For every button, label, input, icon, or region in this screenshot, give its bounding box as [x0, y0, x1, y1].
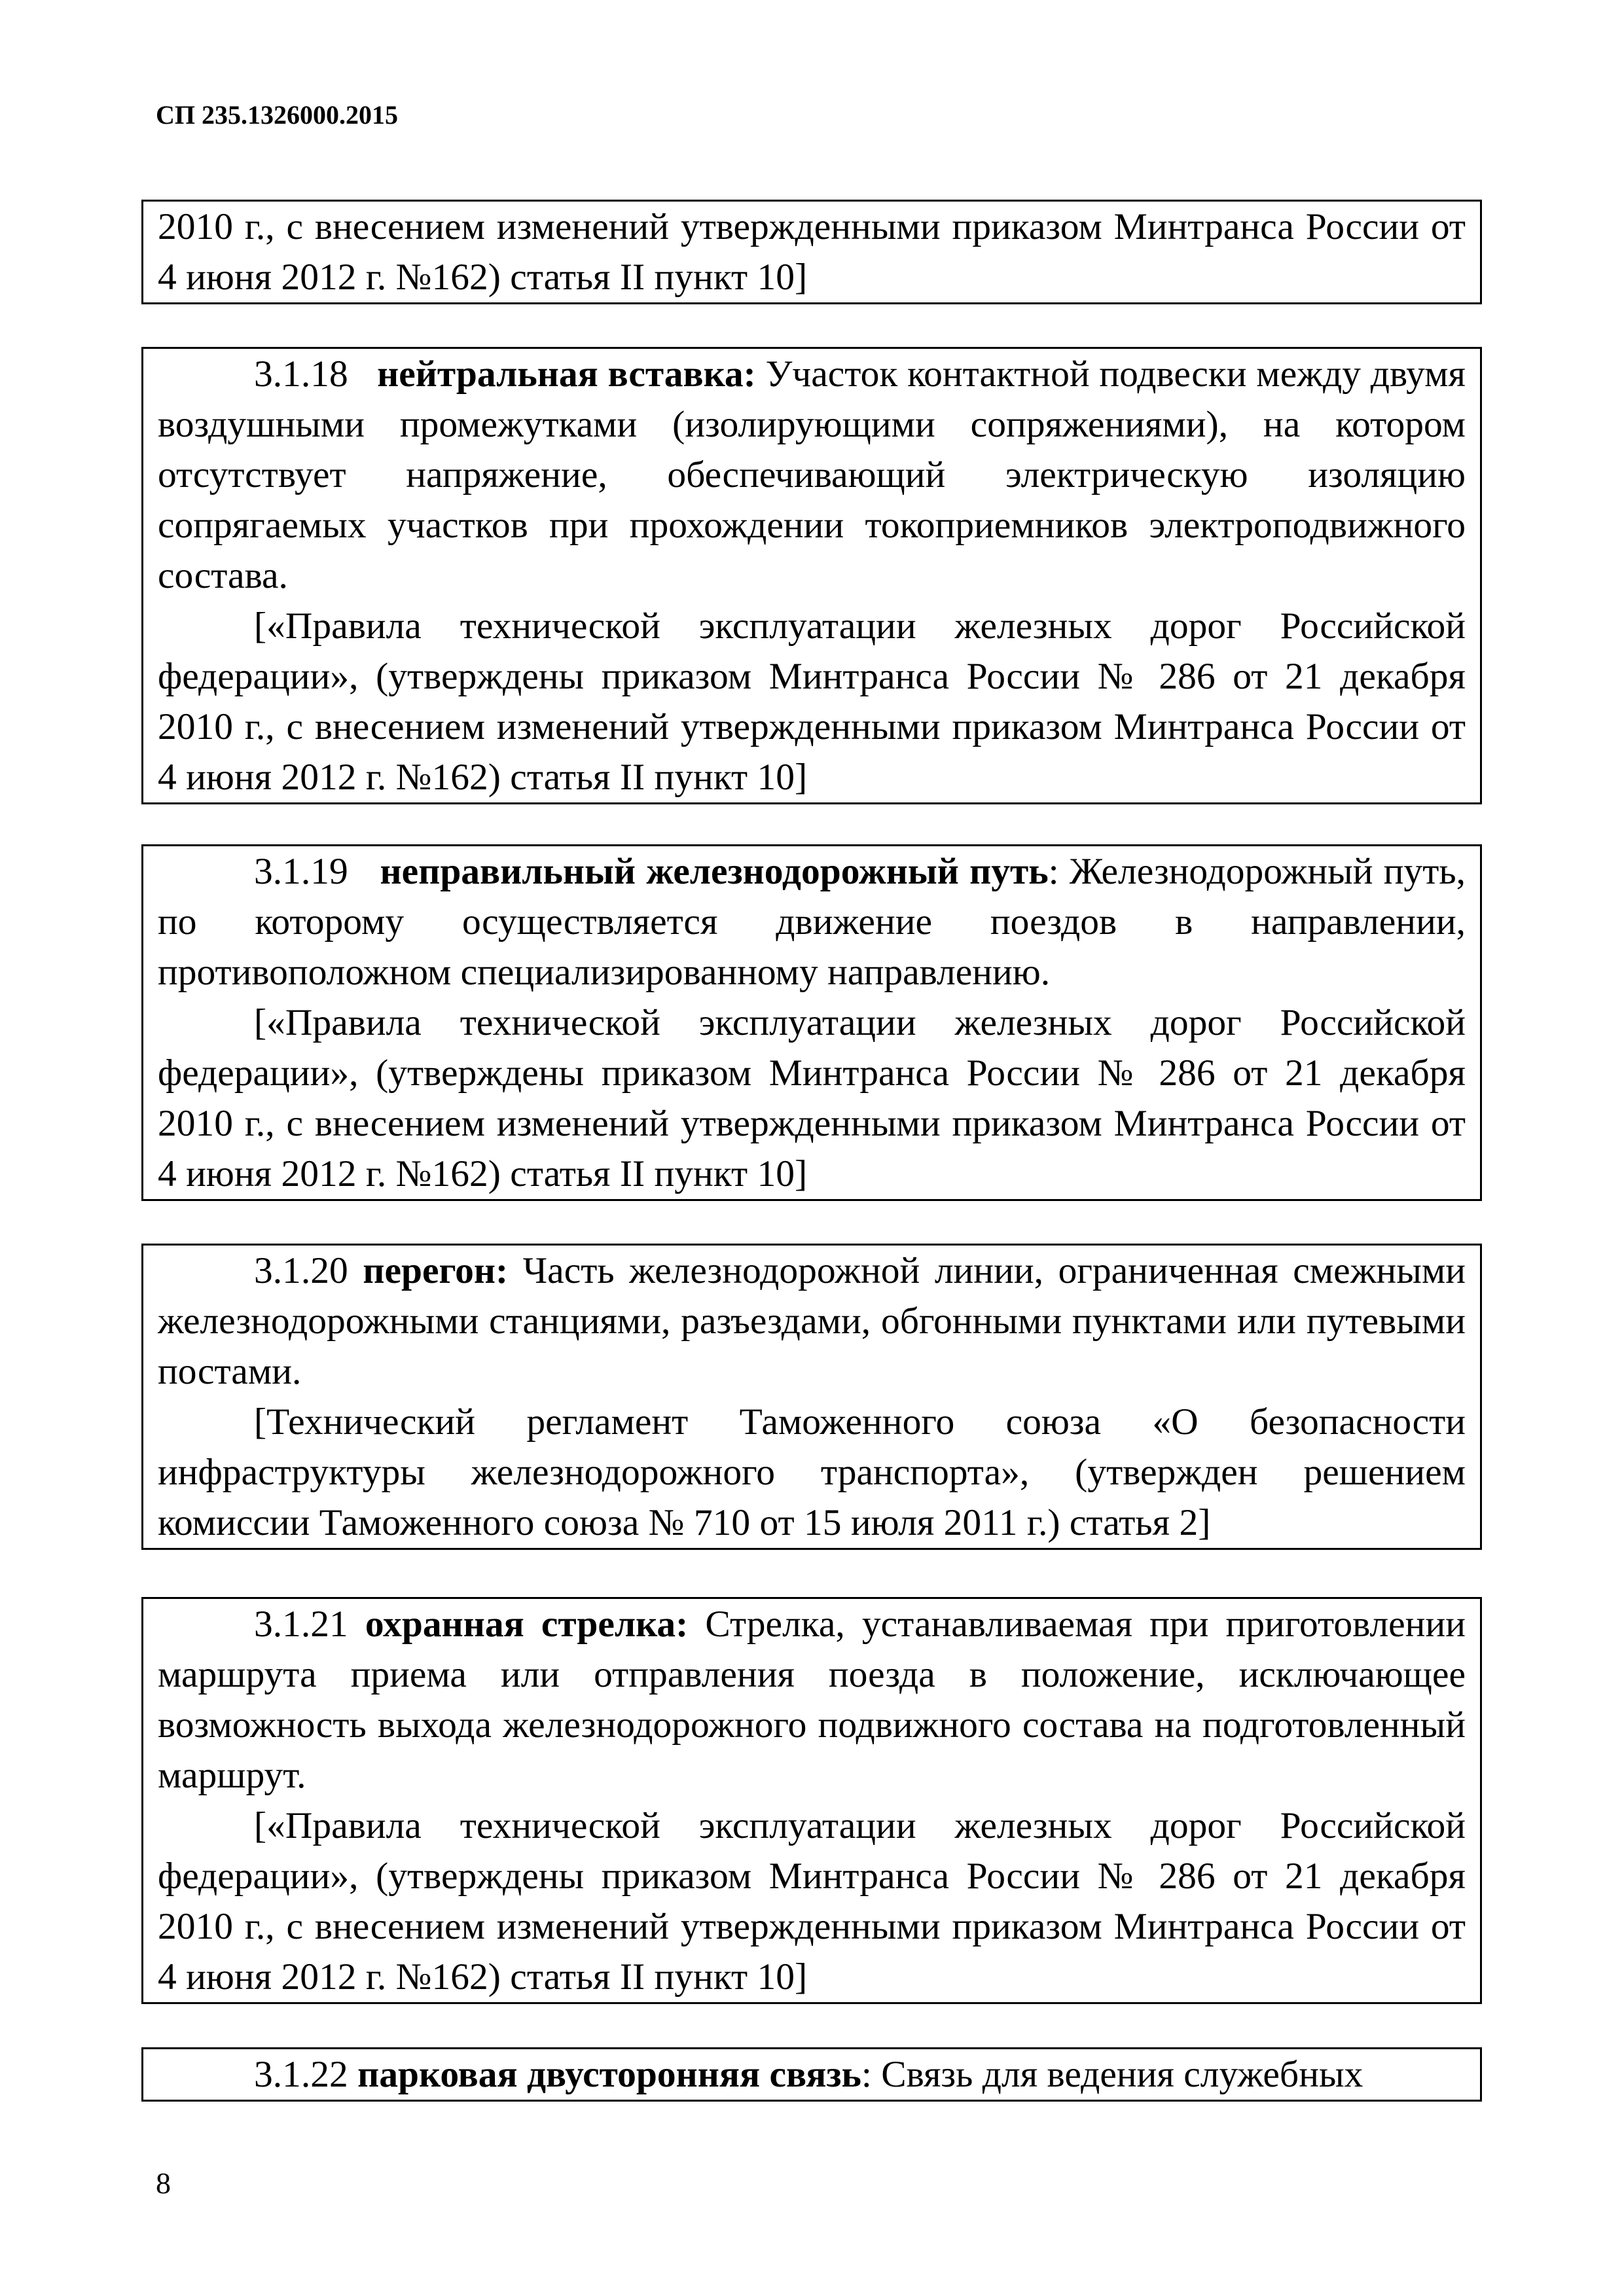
clause-number: 3.1.21 — [254, 1604, 348, 1645]
continuation-text: 2010 г., с внесением изменений утвержденными приказом Минтранса России от 4 июня 2012 г. №162) статья II пункт 10] — [158, 206, 1466, 298]
clause-number: 3.1.18 — [254, 353, 348, 395]
source-reference: [«Правила технической эксплуатации железных дорог Российской федерации», (утверждены приказом Минтранса России № 286 от 21 декабря 2010 г., с внесением изменений утвержденными приказом Минтранса России от 4 июня 2012 г. №162) статья II пункт 10] — [158, 1805, 1466, 1998]
definition-box-3-1-22 — [141, 2047, 1482, 2102]
definition-text: : Связь для ведения служебных — [861, 2054, 1363, 2095]
page-number: 8 — [156, 2166, 171, 2200]
definition-box-3-1-19 — [141, 844, 1482, 1201]
source-reference: [«Правила технической эксплуатации железных дорог Российской федерации», (утверждены приказом Минтранса России № 286 от 21 декабря 2010 г., с внесением изменений утвержденными приказом Минтранса России от 4 июня 2012 г. №162) статья II пункт 10] — [158, 605, 1466, 798]
definition-text: Участок контактной подвески между двумя воздушными промежутками (изолирующими сопряжениями), на котором отсутствует напряжение, обеспечивающий электрическую изоляцию сопрягаемых участков при прохождении токоприемников электроподвижного состава. — [158, 353, 1466, 596]
term: перегон: — [363, 1250, 509, 1291]
definition-paragraph — [158, 349, 1466, 601]
definition-box-continuation — [141, 200, 1482, 304]
document-code: СП 235.1326000.2015 — [156, 100, 398, 130]
definition-text: : Железнодорожный путь, по которому осуществляется движение поездов в направлении, противоположном специализированному направлению. — [158, 851, 1466, 993]
definition-text: Стрелка, устанавливаемая при приготовлении маршрута приема или отправления поезда в положение, исключающее возможность выхода железнодорожного подвижного состава на подготовленный маршрут. — [158, 1604, 1466, 1796]
definition-text: Часть железнодорожной линии, ограниченная смежными железнодорожными станциями, разъездами, обгонными пунктами или путевыми постами. — [158, 1250, 1466, 1392]
clause-number: 3.1.20 — [254, 1250, 348, 1291]
definition-paragraph — [158, 2049, 1466, 2100]
definition-box-3-1-20 — [141, 1244, 1482, 1550]
definition-paragraph — [158, 1246, 1466, 1397]
definition-paragraph — [158, 846, 1466, 997]
source-reference: [«Правила технической эксплуатации железных дорог Российской федерации», (утверждены приказом Минтранса России № 286 от 21 декабря 2010 г., с внесением изменений утвержденными приказом Минтранса России от 4 июня 2012 г. №162) статья II пункт 10] — [158, 1002, 1466, 1194]
clause-number: 3.1.22 — [254, 2054, 348, 2095]
definition-box-3-1-21 — [141, 1597, 1482, 2004]
term: парковая двусторонняя связь — [357, 2054, 861, 2095]
clause-number: 3.1.19 — [254, 851, 348, 892]
source-reference: [Технический регламент Таможенного союза «О безопасности инфраструктуры железнодорожного транспорта», (утвержден решением комиссии Таможенного союза № 710 от 15 июля 2011 г.) статья 2] — [158, 1401, 1466, 1543]
definition-paragraph — [158, 1599, 1466, 1801]
term: нейтральная вставка: — [377, 353, 756, 395]
definition-box-3-1-18 — [141, 347, 1482, 804]
term: охранная стрелка: — [365, 1604, 689, 1645]
term: неправильный железнодорожный путь — [380, 851, 1049, 892]
